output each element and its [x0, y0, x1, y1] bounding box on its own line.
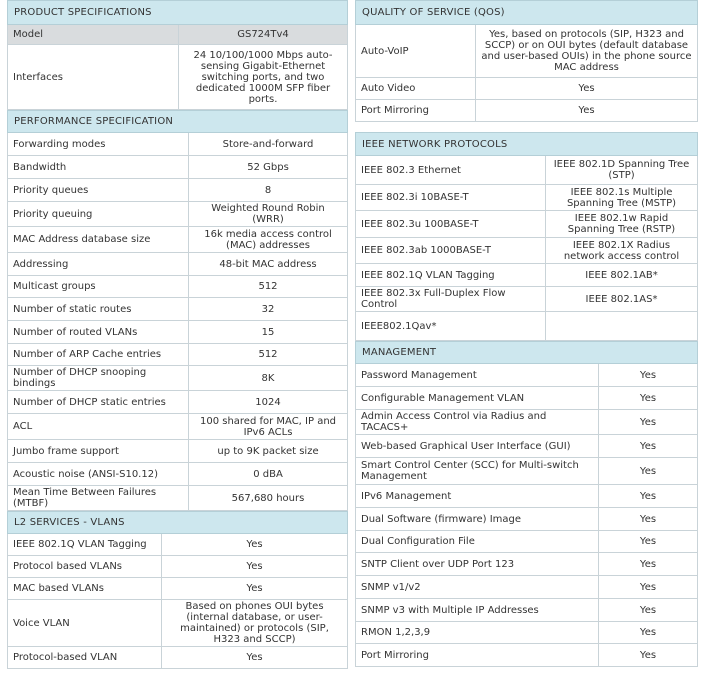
- spec-value: Yes: [599, 435, 698, 458]
- spec-value: 52 Gbps: [189, 156, 348, 179]
- spec-value: Yes: [599, 576, 698, 599]
- table-row: [8, 391, 348, 414]
- spec-label: Forwarding modes: [8, 133, 189, 156]
- table-row: [8, 414, 348, 440]
- protocol-right: IEEE 802.1AS*: [546, 287, 698, 312]
- table-row: [8, 179, 348, 202]
- table-row: [8, 227, 348, 253]
- spec-label: Auto Video: [356, 78, 476, 100]
- spec-value: 8: [189, 179, 348, 202]
- spec-label: Dual Configuration File: [356, 531, 599, 553]
- table-row: [8, 578, 348, 600]
- table-row: [8, 298, 348, 321]
- spec-value: Yes: [599, 458, 698, 485]
- protocol-left: IEEE802.1Qav*: [356, 312, 546, 341]
- spec-value: 16k media access control (MAC) addresses: [189, 227, 348, 253]
- protocol-left: IEEE 802.3u 100BASE-T: [356, 211, 546, 238]
- ieee-title: IEEE NETWORK PROTOCOLS: [356, 133, 698, 156]
- spec-label: Priority queuing: [8, 202, 189, 227]
- table-row: [8, 440, 348, 463]
- spec-label: Protocol-based VLAN: [8, 647, 162, 669]
- right-column: [355, 0, 697, 667]
- spec-value: Store-and-forward: [189, 133, 348, 156]
- performance-table: [7, 110, 348, 511]
- table-row: [8, 133, 348, 156]
- protocol-right: IEEE 802.1D Spanning Tree (STP): [546, 156, 698, 185]
- table-row: [8, 534, 348, 556]
- spec-label: Mean Time Between Failures (MTBF): [8, 486, 189, 511]
- spec-label: Port Mirroring: [356, 644, 599, 667]
- spec-value: Yes: [599, 531, 698, 553]
- protocol-right: IEEE 802.1s Multiple Spanning Tree (MSTP): [546, 185, 698, 211]
- table-row: [8, 45, 348, 110]
- spec-label: IPv6 Management: [356, 485, 599, 508]
- spec-value: Yes: [162, 647, 348, 669]
- spec-label: Dual Software (firmware) Image: [356, 508, 599, 531]
- spec-value: Weighted Round Robin (WRR): [189, 202, 348, 227]
- spec-label: MAC Address database size: [8, 227, 189, 253]
- spec-label: RMON 1,2,3,9: [356, 622, 599, 644]
- spec-value: GS724Tv4: [179, 25, 348, 45]
- spec-label: SNTP Client over UDP Port 123: [356, 553, 599, 576]
- spec-value: Yes: [162, 534, 348, 556]
- protocol-right: [546, 312, 698, 341]
- spec-value: 48-bit MAC address: [189, 253, 348, 276]
- table-row: [356, 185, 698, 211]
- spec-label: Number of ARP Cache entries: [8, 344, 189, 366]
- spec-value: Yes: [599, 410, 698, 435]
- ieee-protocols-table: [355, 132, 698, 341]
- protocol-right: IEEE 802.1AB*: [546, 264, 698, 287]
- table-row: [8, 202, 348, 227]
- left-column: [7, 0, 347, 669]
- protocol-left: IEEE 802.3ab 1000BASE-T: [356, 238, 546, 264]
- l2-vlans-table: [7, 511, 348, 669]
- spec-label: Admin Access Control via Radius and TACACS+: [356, 410, 599, 435]
- table-row: [8, 25, 348, 45]
- table-row: [356, 485, 698, 508]
- spec-value: Yes: [599, 364, 698, 387]
- spec-label: Web-based Graphical User Interface (GUI): [356, 435, 599, 458]
- spec-value: 100 shared for MAC, IP and IPv6 ACLs: [189, 414, 348, 440]
- table-row: [356, 312, 698, 341]
- table-row: [356, 364, 698, 387]
- table-row: [8, 486, 348, 511]
- spec-value: Yes: [599, 508, 698, 531]
- spec-value: Yes: [162, 578, 348, 600]
- table-row: [356, 435, 698, 458]
- spec-value: Yes: [476, 100, 698, 122]
- spec-label: MAC based VLANs: [8, 578, 162, 600]
- protocol-right: IEEE 802.1X Radius network access control: [546, 238, 698, 264]
- table-row: [356, 156, 698, 185]
- protocol-left: IEEE 802.3x Full-Duplex Flow Control: [356, 287, 546, 312]
- spec-value: Based on phones OUI bytes (internal database, or user-maintained) or protocols (SIP, H323 and SCCP): [162, 600, 348, 647]
- spec-label: Number of static routes: [8, 298, 189, 321]
- spec-label: IEEE 802.1Q VLAN Tagging: [8, 534, 162, 556]
- spec-label: Model: [8, 25, 179, 45]
- spec-value: 24 10/100/1000 Mbps auto-sensing Gigabit-Ethernet switching ports, and two dedicated 1000M SFP fiber ports.: [179, 45, 348, 110]
- spec-label: Bandwidth: [8, 156, 189, 179]
- spec-label: Password Management: [356, 364, 599, 387]
- qos-table: [355, 0, 698, 122]
- table-row: [8, 463, 348, 486]
- spec-label: Multicast groups: [8, 276, 189, 298]
- spec-value: Yes: [599, 644, 698, 667]
- table-row: [8, 366, 348, 391]
- spec-label: Protocol based VLANs: [8, 556, 162, 578]
- spec-label: Priority queues: [8, 179, 189, 202]
- spec-label: SNMP v3 with Multiple IP Addresses: [356, 599, 599, 622]
- protocol-left: IEEE 802.3i 10BASE-T: [356, 185, 546, 211]
- table-row: [356, 387, 698, 410]
- spec-label: Interfaces: [8, 45, 179, 110]
- spec-value: 567,680 hours: [189, 486, 348, 511]
- protocol-left: IEEE 802.3 Ethernet: [356, 156, 546, 185]
- spec-value: up to 9K packet size: [189, 440, 348, 463]
- spec-label: Addressing: [8, 253, 189, 276]
- l2-vlans-title: L2 SERVICES - VLANS: [8, 512, 348, 534]
- spec-value: 32: [189, 298, 348, 321]
- spec-value: Yes: [599, 553, 698, 576]
- spec-label: Port Mirroring: [356, 100, 476, 122]
- table-row: [356, 599, 698, 622]
- table-row: [356, 78, 698, 100]
- table-row: [8, 156, 348, 179]
- table-row: [8, 556, 348, 578]
- table-row: [8, 600, 348, 647]
- spec-label: Acoustic noise (ANSI-S10.12): [8, 463, 189, 486]
- spec-value: Yes: [599, 622, 698, 644]
- table-row: [356, 25, 698, 78]
- table-row: [8, 344, 348, 366]
- table-row: [356, 576, 698, 599]
- spec-value: Yes: [599, 485, 698, 508]
- spec-value: Yes, based on protocols (SIP, H323 and SCCP) or on OUI bytes (default database and user-based OUIs) in the phone source MAC address: [476, 25, 698, 78]
- protocol-right: IEEE 802.1w Rapid Spanning Tree (RSTP): [546, 211, 698, 238]
- management-table: [355, 341, 698, 667]
- spec-value: Yes: [599, 387, 698, 410]
- product-specs-table: [7, 0, 348, 110]
- spec-label: Smart Control Center (SCC) for Multi-switch Management: [356, 458, 599, 485]
- spec-value: 1024: [189, 391, 348, 414]
- table-row: [356, 238, 698, 264]
- spec-label: Voice VLAN: [8, 600, 162, 647]
- table-row: [356, 211, 698, 238]
- table-row: [356, 622, 698, 644]
- spec-value: 8K: [189, 366, 348, 391]
- spec-value: Yes: [476, 78, 698, 100]
- qos-title: QUALITY OF SERVICE (QOS): [356, 1, 698, 25]
- table-row: [356, 508, 698, 531]
- table-row: [356, 287, 698, 312]
- table-row: [356, 553, 698, 576]
- table-row: [356, 410, 698, 435]
- spec-label: Number of DHCP static entries: [8, 391, 189, 414]
- table-row: [8, 647, 348, 669]
- spec-value: 15: [189, 321, 348, 344]
- table-row: [356, 100, 698, 122]
- spec-value: Yes: [162, 556, 348, 578]
- product-specs-title: PRODUCT SPECIFICATIONS: [8, 1, 348, 25]
- table-row: [356, 644, 698, 667]
- spec-label: Jumbo frame support: [8, 440, 189, 463]
- protocol-left: IEEE 802.1Q VLAN Tagging: [356, 264, 546, 287]
- spec-value: 512: [189, 276, 348, 298]
- spec-label: ACL: [8, 414, 189, 440]
- spec-value: 512: [189, 344, 348, 366]
- spec-value: 0 dBA: [189, 463, 348, 486]
- table-row: [356, 264, 698, 287]
- spec-value: Yes: [599, 599, 698, 622]
- spec-label: Number of routed VLANs: [8, 321, 189, 344]
- table-row: [8, 321, 348, 344]
- table-row: [356, 531, 698, 553]
- spec-label: SNMP v1/v2: [356, 576, 599, 599]
- spec-label: Number of DHCP snooping bindings: [8, 366, 189, 391]
- performance-title: PERFORMANCE SPECIFICATION: [8, 111, 348, 133]
- table-row: [356, 458, 698, 485]
- table-row: [8, 253, 348, 276]
- spec-label: Auto-VoIP: [356, 25, 476, 78]
- management-title: MANAGEMENT: [356, 342, 698, 364]
- table-row: [8, 276, 348, 298]
- spec-label: Configurable Management VLAN: [356, 387, 599, 410]
